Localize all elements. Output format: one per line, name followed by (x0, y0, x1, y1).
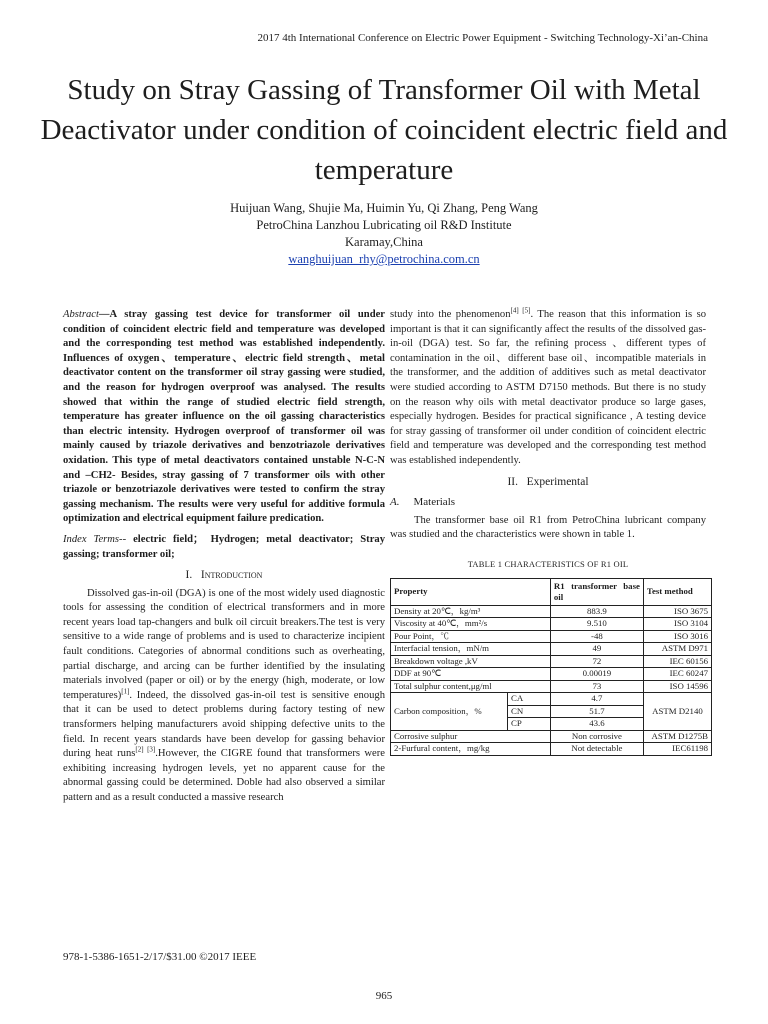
section-heading-introduction: I. Introduction (185, 569, 263, 582)
table-row: Viscosity at 40℃，mm²/s 9.510 ISO 3104 (391, 618, 712, 631)
abstract-text: A stray gassing test device for transformer oil under condition of coincident electric field and temperature was developed and the corresponding test method was established independently. Influences of oxygen、temperature、electric field strength、metal deactivator content on the transformer oil stray gassing were studied, and the reason for hydrogen overproof was analysed. The results showed that within the range of studied electric field strength, temperature has greater influence on the oil gassing characteristics than electric intensity. Hydrogen overproof of transformer oil was mainly caused by triazole derivatives and benzotriazole derivatives oxidation. This type of metal deactivators contained unstable N-C-N and –CH2- Besides, stray gassing of 7 transformer oils with other triazole or benzotriazole derivatives were tested to confirm the stray gassing mechanism. The results were very useful for additive formula optimization and electrical equipment failure predication. (63, 309, 385, 525)
table-row: Corrosive sulphur Non corrosive ASTM D1275B (391, 730, 712, 743)
intro-continued-paragraph: study into the phenomenon[4] [5]. The reason that this information is so important is that it can significantly affect the results of the dissolved gas-in-oil (DGA) test. So far, the refining process 、different types of contamination in the oil、different base oil、incompatible materials in the transformer, and the addition of additives such as metal deactivator were studied according to ASTM D7150 methods. But there is no study on the reason why oils with metal deactivator produce so large gases, especially hydrogen. Besides for practical significance , A testing device for stray gassing of transformer oil under condition of coincident electric field and temperature was developed and the corresponding test method was established independently. (390, 306, 707, 466)
table-row: Pour Point，℃ -48 ISO 3016 (391, 630, 712, 643)
intro-paragraph: Dissolved gas-in-oil (DGA) is one of the most widely used diagnostic tools for assessing the condition of electrical transformers and in more recent years load tap-changers and bulk oil circuit breakers.The test is very sensitive to a wide range of problems and is used to characterize incipient fault conditions. Categories of abnormal conditions such as overheating, partial discharge, and arcing can be further identified by the insulating materials involved (paper or oil) or by the energy (high, moderate, or low temperatures)[1]. Indeed, the dissolved gas-in-oil test is sensitive enough that it can be used to detect problems during factory testing of new transformers helping manufacturers avoid shipping defective units to the field. In recent years standards have been develop for gassing behavior during heat runs[2] [3].However, the CIGRE found that transformers were exhibiting increasing hydrogen levels, yet no apparent cause for the abnormal gassing could be determined. Doble had also observed a similar pattern and as a result conducted a massive research (63, 587, 385, 803)
table-row: CP 43.6 (391, 718, 712, 731)
author-block (0, 200, 768, 268)
table-row: CN 51.7 (391, 705, 712, 718)
table-header-cell: R1 transformer base oil (550, 578, 643, 605)
oil-characteristics-table (390, 578, 712, 756)
index-terms-text: electric field； Hydrogen; metal deactivator; Stray gassing; transformer oil; (63, 533, 386, 560)
citation-ref: [2] [3] (135, 745, 156, 754)
table-header-row (391, 578, 712, 605)
left-column (63, 308, 385, 806)
section-heading-experimental: II. Experimental (507, 475, 589, 488)
citation-ref: [4] [5] (510, 306, 531, 315)
abstract-label: Abstract (63, 309, 99, 320)
author-location: Karamay,China (345, 235, 423, 249)
table-header-cell: Test method (643, 578, 711, 605)
table-row: Density at 20℃，kg/m³ 883.9 ISO 3675 (391, 605, 712, 618)
page-number: 965 (375, 990, 393, 1002)
table-row: Carbon composition，% CA 4.7 ASTM D2140 (391, 693, 712, 706)
paper-title: Study on Stray Gassing of Transformer Oil with Metal Deactivator under condition of coincident electric field and temperature (40, 74, 728, 186)
table-row: Interfacial tension，mN/m 49 ASTM D971 (391, 643, 712, 656)
table-caption: TABLE 1 CHARACTERISTICS OF R1 OIL (467, 558, 629, 569)
index-terms (63, 533, 385, 562)
table-row: DDF at 90℃ 0.00019 IEC 60247 (391, 668, 712, 681)
table-row: Total sulphur content,μg/ml 73 ISO 14596 (391, 680, 712, 693)
right-column (390, 308, 706, 756)
copyright-footer: 978-1-5386-1651-2/17/$31.00 ©2017 IEEE (63, 951, 257, 963)
table-row: 2-Furfural content，mg/kg Not detectable IEC61198 (391, 743, 712, 756)
author-affiliation: PetroChina Lanzhou Lubricating oil R&D Institute (256, 218, 512, 232)
subsection-heading-materials: A. Materials (390, 496, 456, 509)
materials-paragraph: The transformer base oil R1 from PetroChina lubricant company was studied and the characteristics were shown in table 1. (390, 514, 706, 541)
conference-header: 2017 4th International Conference on Electric Power Equipment - Switching Technology-Xi’an-China (257, 32, 708, 44)
index-terms-label: Index Terms-- (63, 533, 127, 545)
author-names: Huijuan Wang, Shujie Ma, Huimin Yu, Qi Zhang, Peng Wang (230, 201, 538, 215)
table-row: Breakdown voltage ,kV 72 IEC 60156 (391, 655, 712, 668)
author-email-link[interactable]: wanghuijuan_rhy@petrochina.com.cn (288, 252, 480, 266)
abstract: Abstract—A stray gassing test device for transformer oil under condition of coincident electric field and temperature was developed and the corresponding test method was established independently. Influences of oxygen、temperature、electric field strength、metal deactivator content on the transformer oil stray gassing were studied, and the reason for hydrogen overproof was analysed. The results showed that within the range of studied electric field strength, temperature has greater influence on the oil gassing characteristics than electric intensity. Hydrogen overproof of transformer oil was mainly caused by triazole derivatives and benzotriazole derivatives oxidation. This type of metal deactivators contained unstable N-C-N and –CH2- Besides, stray gassing of 7 transformer oils with other triazole or benzotriazole derivatives were tested to confirm the stray gassing mechanism. The results were very useful for additive formula optimization and electrical equipment failure predication. (63, 309, 385, 525)
citation-ref: [1] (121, 687, 130, 696)
table-header-cell: Property (391, 578, 551, 605)
